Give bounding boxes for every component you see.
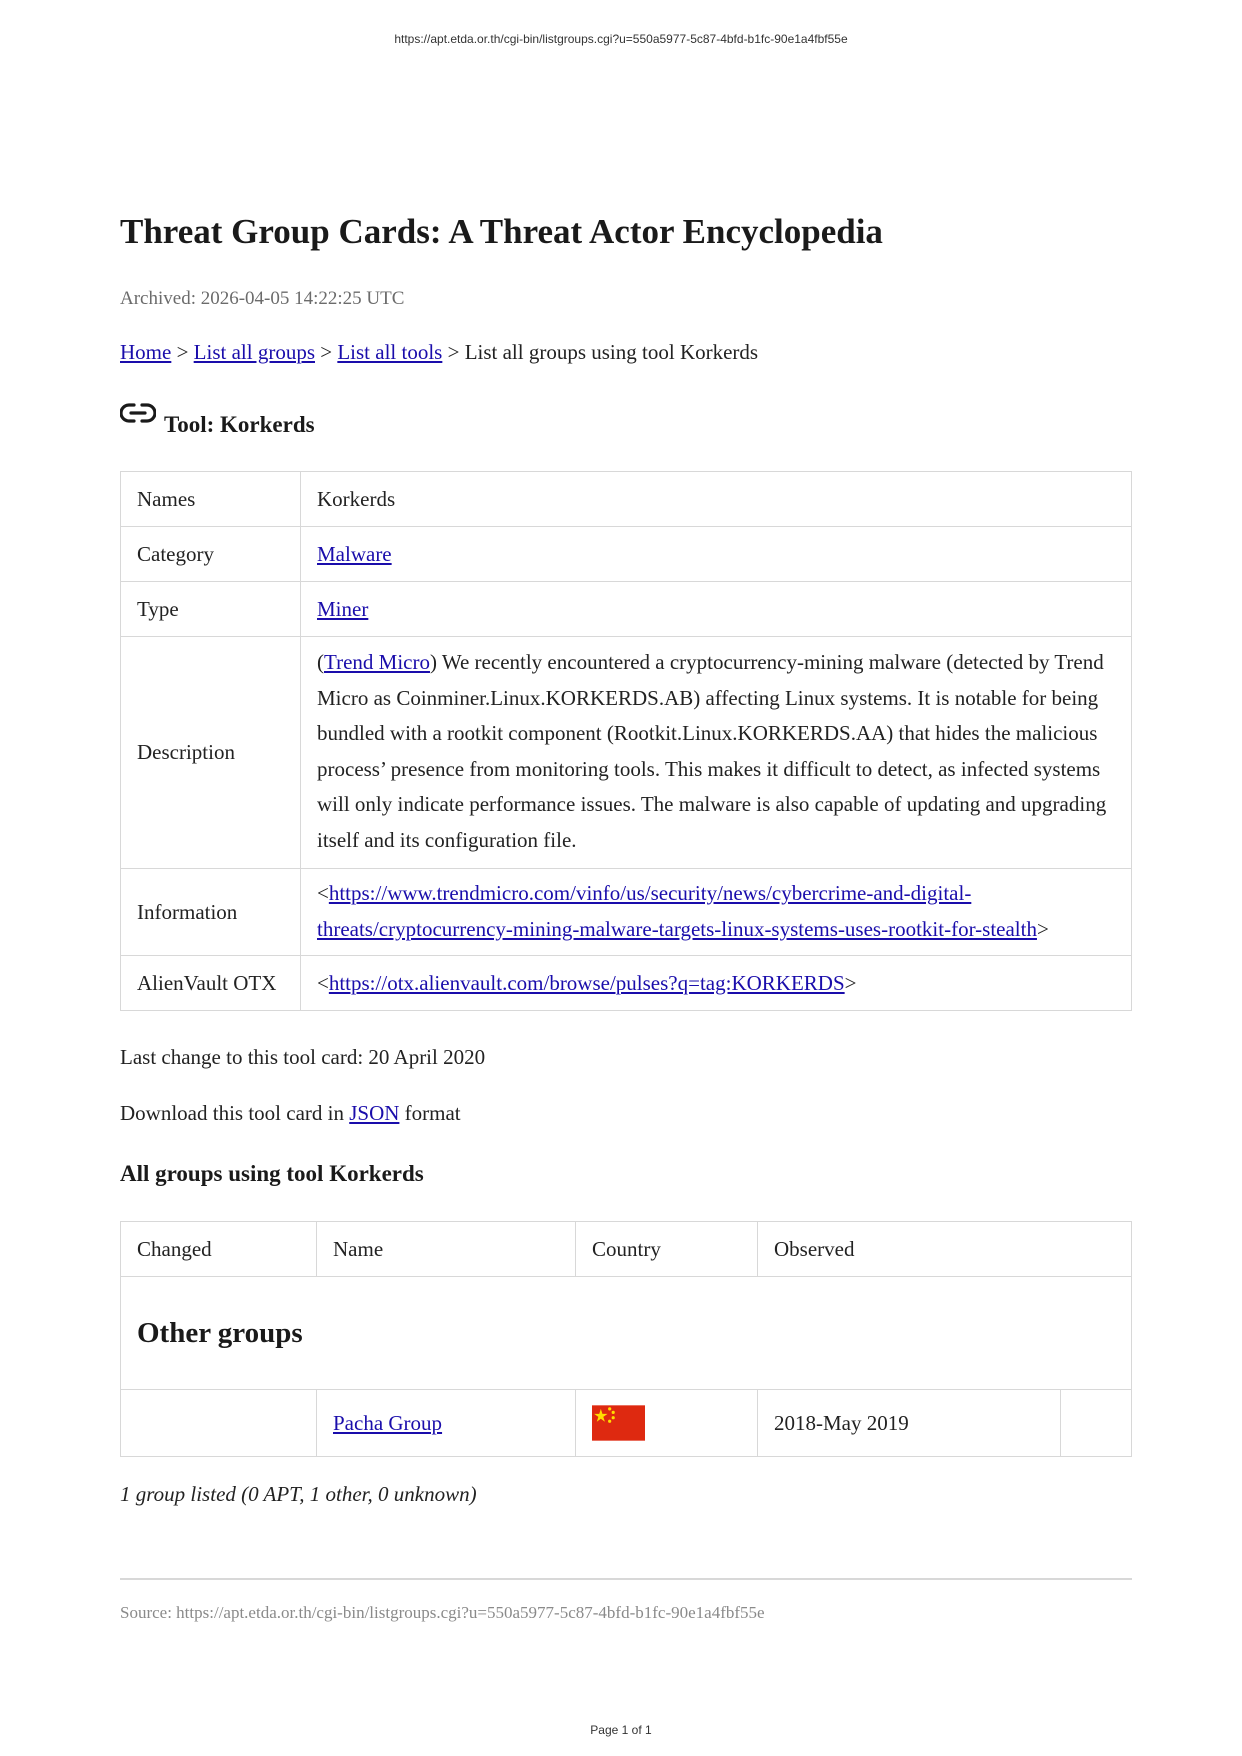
- breadcrumb-groups-link[interactable]: List all groups: [193, 340, 315, 364]
- table-row: [121, 582, 1132, 637]
- groups-table: [120, 1221, 1132, 1457]
- breadcrumb-separator: >: [447, 340, 460, 364]
- names-label: Names: [121, 472, 301, 527]
- type-cell: [301, 582, 1132, 637]
- json-download-link[interactable]: JSON: [349, 1101, 400, 1125]
- type-label: Type: [121, 582, 301, 637]
- divider: [120, 1578, 1132, 1580]
- row-observed: 2018-May 2019: [758, 1390, 1061, 1457]
- description-cell: [301, 637, 1132, 869]
- table-row: [121, 1390, 1132, 1457]
- otx-label: AlienVault OTX: [121, 956, 301, 1011]
- archived-timestamp: Archived: 2026-04-05 14:22:25 UTC: [120, 288, 405, 309]
- page-title: Threat Group Cards: A Threat Actor Encyclopedia: [120, 212, 883, 251]
- link-icon: [120, 400, 156, 426]
- print-header-url: https://apt.etda.or.th/cgi-bin/listgroups.cgi?u=550a5977-5c87-4bfd-b1fc-90e1a4fbf55e: [394, 32, 848, 46]
- groups-heading: All groups using tool Korkerds: [120, 1161, 424, 1186]
- row-changed: [121, 1390, 317, 1457]
- download-prefix: Download this tool card in: [120, 1101, 344, 1125]
- china-flag-icon: [592, 1405, 645, 1441]
- other-groups-heading: Other groups: [121, 1277, 1132, 1390]
- tool-info-table: [120, 471, 1132, 1011]
- breadcrumb-current: List all groups using tool Korkerds: [464, 340, 759, 364]
- angle-open: <: [317, 881, 329, 905]
- otx-link[interactable]: https://otx.alienvault.com/browse/pulses?q=tag:KORKERDS: [328, 970, 845, 995]
- information-link[interactable]: https://www.trendmicro.com/vinfo/us/security/news/cybercrime-and-digital-threats/cryptocurrency-mining-malware-targets-linux-systems-uses-rootkit-for-stealth: [317, 881, 1037, 941]
- breadcrumb-home-link[interactable]: Home: [120, 340, 172, 364]
- angle-open: <: [317, 970, 329, 995]
- type-link[interactable]: Miner: [317, 596, 369, 621]
- table-row: [121, 956, 1132, 1011]
- breadcrumb-separator: >: [176, 340, 189, 364]
- last-change: Last change to this tool card: 20 April 2020: [120, 1045, 486, 1069]
- information-cell: [301, 869, 1132, 956]
- header-observed: Observed: [758, 1222, 1132, 1277]
- description-label: Description: [121, 637, 301, 869]
- source-url: Source: https://apt.etda.or.th/cgi-bin/listgroups.cgi?u=550a5977-5c87-4bfd-b1fc-90e1a4fbf55e: [120, 1603, 765, 1622]
- header-country: Country: [576, 1222, 758, 1277]
- information-label: Information: [121, 869, 301, 956]
- breadcrumb-tools-link[interactable]: List all tools: [337, 340, 443, 364]
- header-name: Name: [317, 1222, 576, 1277]
- row-extra: [1061, 1390, 1132, 1457]
- table-row: [121, 637, 1132, 869]
- description-paren: (: [317, 650, 324, 674]
- table-row: [121, 527, 1132, 582]
- otx-cell: [301, 956, 1132, 1011]
- category-label: Category: [121, 527, 301, 582]
- group-link-pacha[interactable]: Pacha Group: [333, 1410, 443, 1435]
- row-country-cell: [576, 1390, 758, 1457]
- download-line: [120, 1101, 461, 1126]
- table-row: [121, 472, 1132, 527]
- description-text: ) We recently encountered a cryptocurrency-mining malware (detected by Trend Micro as Coinminer.Linux.KORKERDS.AB) affecting Linux systems. It is notable for being bundled with a rootkit component (Rootkit.Linux.KORKERDS.AA) that hides the malicious process’ presence from monitoring tools. This makes it difficult to detect, as infected systems will only indicate performance issues. The malware is also capable of updating and upgrading itself and its configuration file.: [317, 650, 1107, 852]
- angle-close: >: [1036, 917, 1049, 941]
- description-source-link[interactable]: Trend Micro: [324, 650, 430, 674]
- row-name-cell: [317, 1390, 576, 1457]
- header-changed: Changed: [121, 1222, 317, 1277]
- groups-summary: 1 group listed (0 APT, 1 other, 0 unknown): [120, 1482, 477, 1506]
- page-number: Page 1 of 1: [590, 1723, 652, 1737]
- category-link[interactable]: Malware: [317, 541, 392, 566]
- angle-close: >: [844, 970, 857, 995]
- names-value: Korkerds: [301, 472, 1132, 527]
- table-header-row: [121, 1222, 1132, 1277]
- breadcrumb: [120, 340, 758, 365]
- category-cell: [301, 527, 1132, 582]
- tool-title: Tool: Korkerds: [164, 412, 315, 437]
- breadcrumb-separator: >: [320, 340, 333, 364]
- table-row: [121, 869, 1132, 956]
- section-row: [121, 1277, 1132, 1390]
- download-suffix: format: [404, 1101, 461, 1125]
